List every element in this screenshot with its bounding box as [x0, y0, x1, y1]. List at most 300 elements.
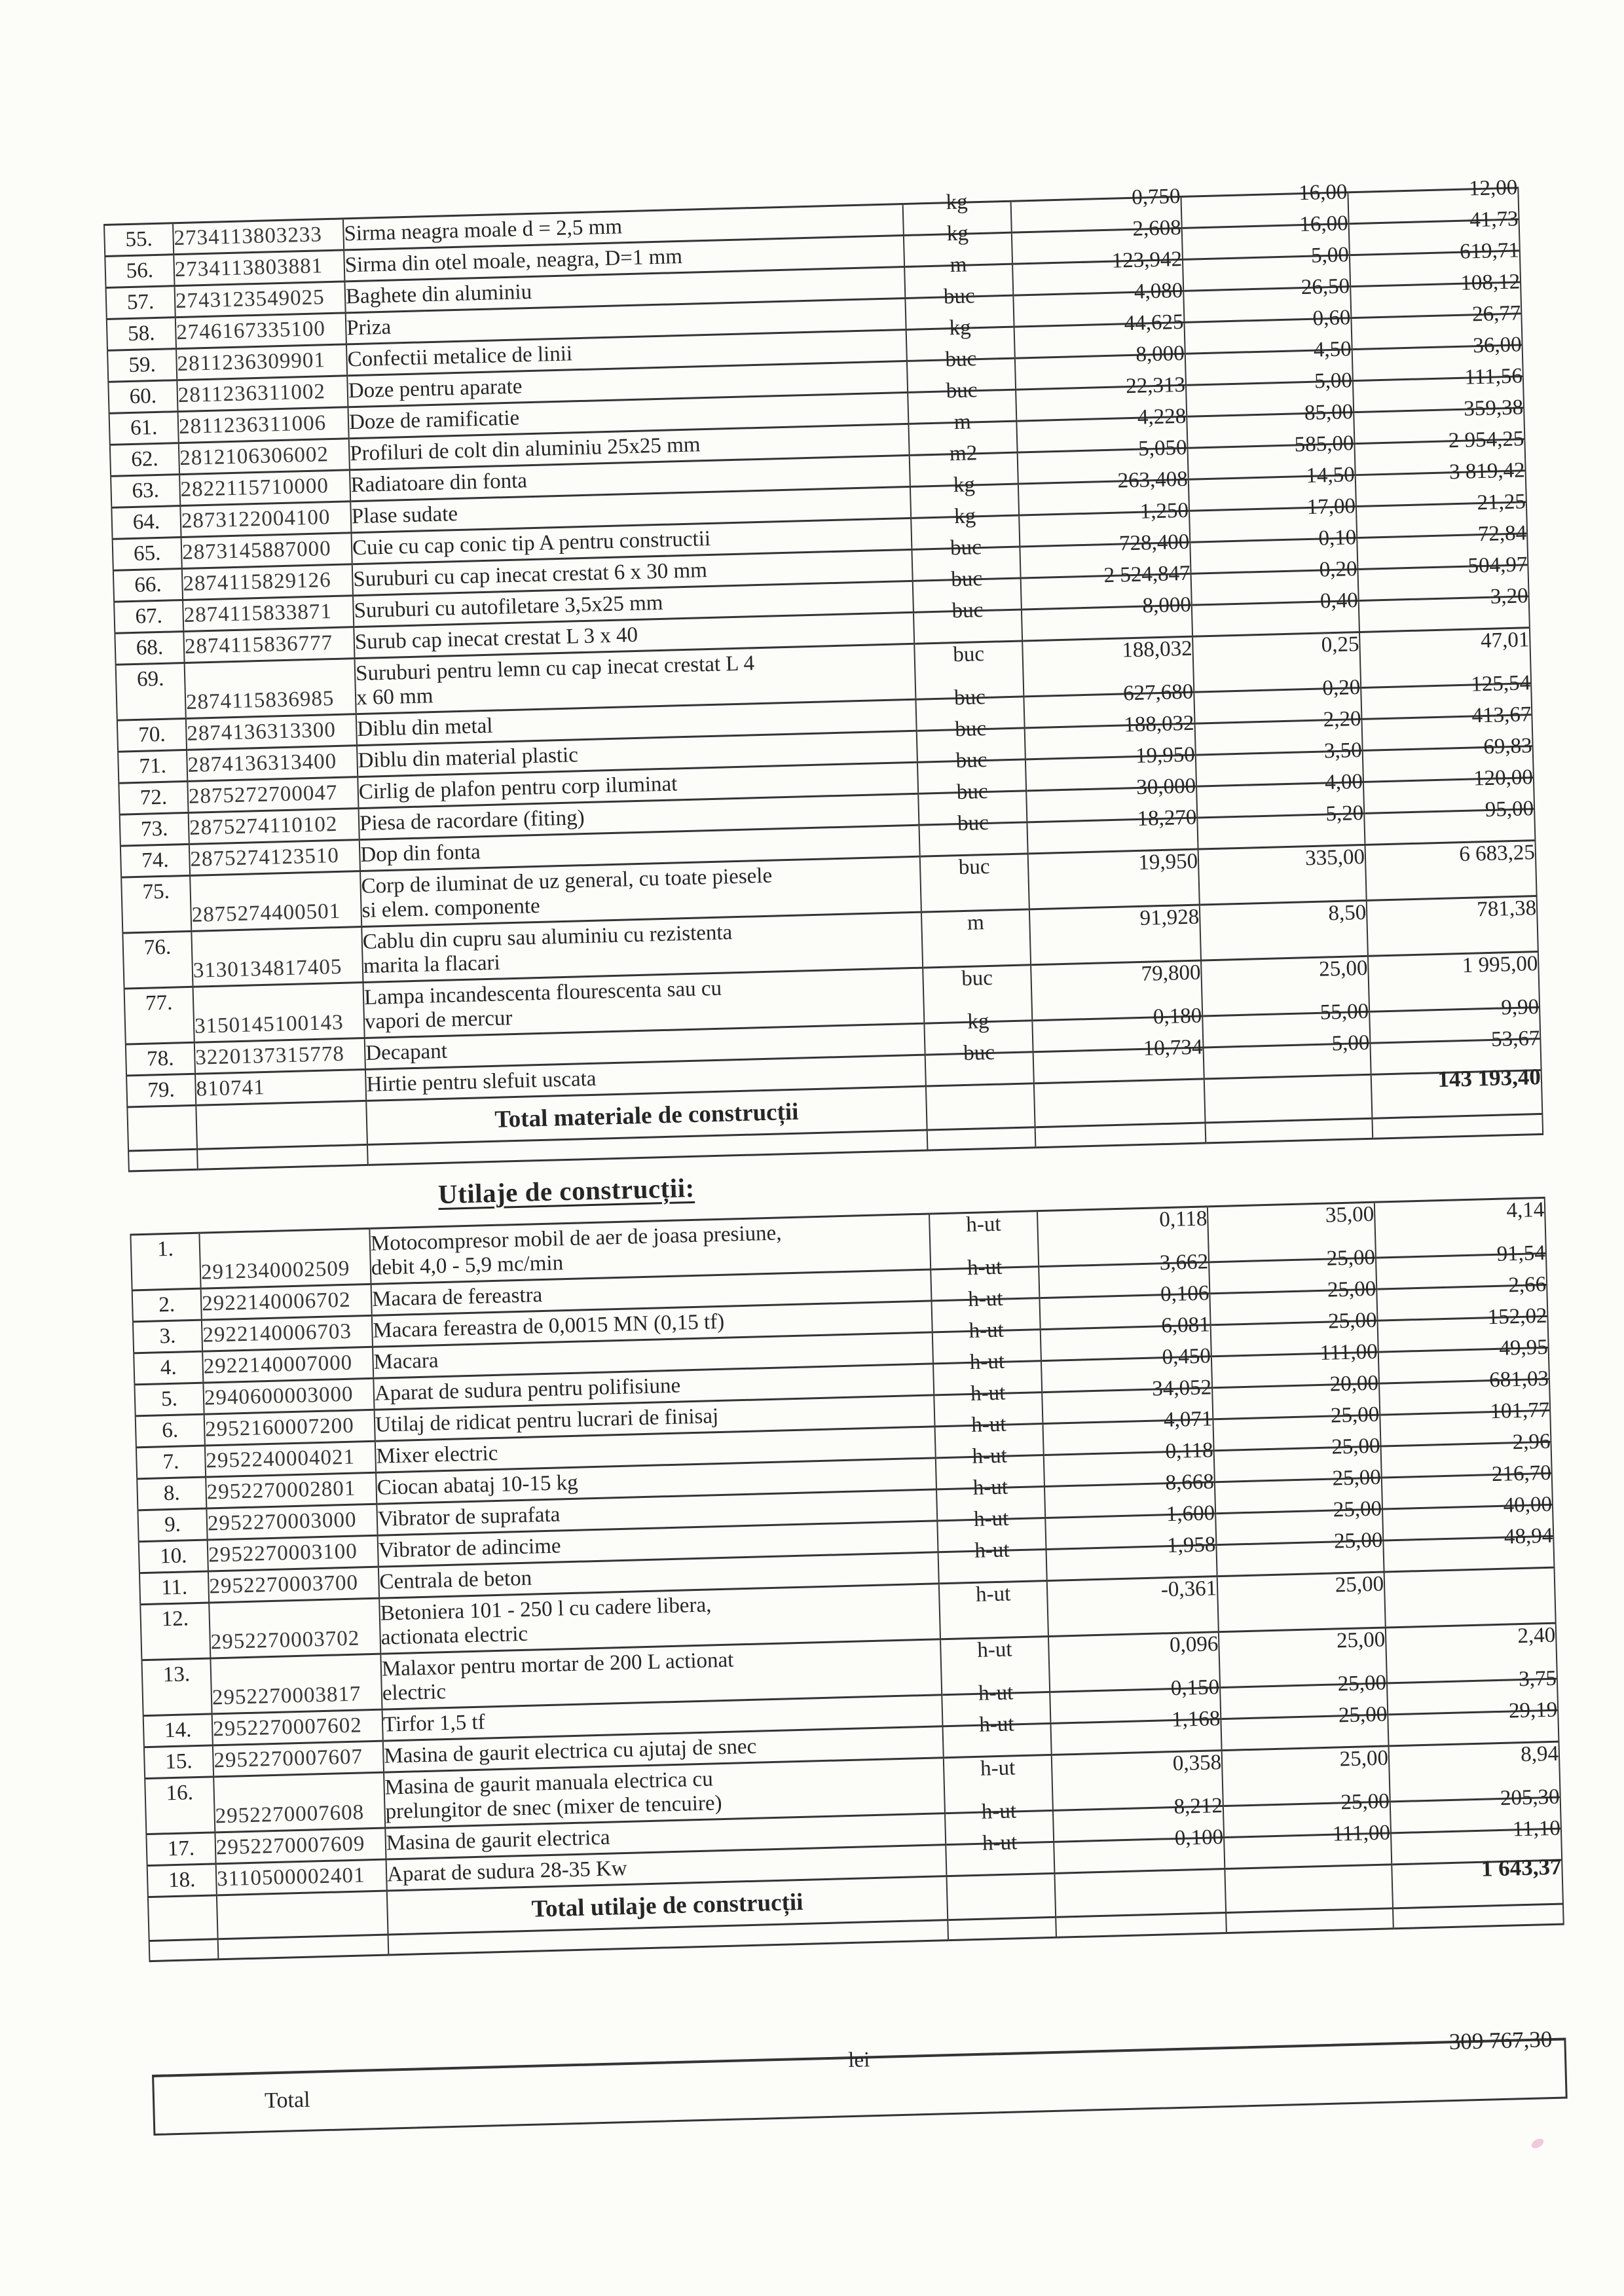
item-unit: buc — [914, 641, 1024, 699]
row-number: 79. — [126, 1074, 196, 1107]
item-code: 2811236311002 — [177, 376, 348, 412]
item-description: Decapant — [365, 1023, 925, 1069]
item-value: 2 954,25 — [1354, 439, 1525, 475]
item-unit: kg — [924, 1021, 1033, 1055]
item-unit: h-ut — [939, 1580, 1048, 1639]
item-unit: kg — [906, 327, 1015, 361]
item-quantity: 8,000 — [1015, 354, 1186, 390]
item-unit: h-ut — [929, 1211, 1039, 1269]
item-quantity: 91,928 — [1029, 905, 1201, 965]
item-code: 2743123549025 — [175, 282, 346, 318]
item-quantity: 34,052 — [1042, 1388, 1213, 1424]
empty-cell — [947, 1873, 1056, 1920]
item-value: 40,00 — [1382, 1504, 1553, 1540]
item-quantity: 8,668 — [1044, 1482, 1215, 1518]
item-unit: kg — [910, 484, 1019, 518]
item-quantity: 0,450 — [1041, 1357, 1212, 1393]
item-quantity: 188,032 — [1025, 723, 1196, 759]
item-unit-price: 25,00 — [1220, 1683, 1388, 1719]
item-value: 48,94 — [1383, 1536, 1554, 1572]
item-quantity: 0,106 — [1039, 1294, 1210, 1330]
item-quantity: 6,081 — [1041, 1325, 1211, 1361]
item-description: Suruburi cu cap inecat crestat 6 x 30 mm — [352, 549, 913, 595]
item-value: 205,30 — [1390, 1797, 1561, 1833]
empty-cell — [927, 1127, 1036, 1150]
item-description: Masina de gaurit manuala electrica cu prelungitor de snec (mixer de tencuire) — [384, 1758, 945, 1828]
row-number: 59. — [107, 349, 177, 382]
item-unit-price: 25,00 — [1217, 1572, 1386, 1632]
item-unit-price: 25,00 — [1209, 1258, 1376, 1294]
item-quantity: 1,168 — [1050, 1719, 1221, 1755]
row-number: 78. — [126, 1042, 195, 1076]
item-quantity: 627,680 — [1024, 692, 1194, 728]
row-number: 13. — [141, 1658, 212, 1716]
item-unit-price: 0,40 — [1192, 601, 1359, 637]
item-unit-price: 0,60 — [1185, 318, 1352, 354]
row-number: 57. — [106, 286, 175, 319]
scan-artifact — [1530, 2137, 1545, 2150]
item-unit-price: 25,00 — [1215, 1509, 1383, 1545]
item-value: 9,90 — [1369, 1008, 1540, 1044]
item-value — [1384, 1567, 1556, 1628]
row-number: 17. — [146, 1832, 215, 1866]
item-description: Radiatoare din fonta — [350, 455, 910, 501]
row-number: 70. — [117, 718, 187, 752]
row-number: 9. — [138, 1508, 207, 1542]
item-unit: buc — [923, 965, 1032, 1023]
row-number: 62. — [110, 443, 179, 477]
item-unit-price: 25,00 — [1209, 1289, 1377, 1325]
item-code: 2952270007608 — [213, 1772, 385, 1832]
empty-cell — [1056, 1913, 1227, 1938]
empty-cell — [948, 1917, 1056, 1940]
item-quantity: 2,608 — [1012, 228, 1183, 264]
item-value: 681,03 — [1379, 1379, 1550, 1415]
empty-cell — [926, 1084, 1035, 1130]
item-unit: h-ut — [931, 1267, 1039, 1301]
item-quantity: -0,361 — [1047, 1576, 1219, 1637]
item-code: 2922140007000 — [202, 1347, 373, 1383]
row-number: 60. — [108, 380, 177, 414]
item-quantity: 0,118 — [1044, 1451, 1215, 1487]
item-unit: buc — [918, 791, 1027, 825]
row-number: 68. — [115, 632, 184, 665]
item-quantity: 79,800 — [1031, 960, 1202, 1021]
row-number: 75. — [121, 875, 191, 933]
item-unit-price: 0,20 — [1194, 687, 1361, 723]
item-unit-price: 25,00 — [1221, 1715, 1388, 1751]
item-value: 111,56 — [1353, 376, 1524, 412]
item-unit-price: 55,00 — [1202, 1011, 1370, 1048]
item-unit-price: 25,00 — [1216, 1540, 1384, 1576]
item-code: 2734113803881 — [174, 250, 344, 286]
item-unit: h-ut — [938, 1550, 1047, 1584]
total-row-label: Total materiale de construcții — [366, 1086, 927, 1144]
row-number: 64. — [111, 506, 181, 539]
item-code: 2873122004100 — [180, 501, 351, 538]
empty-cell — [197, 1144, 368, 1169]
item-unit-price: 8,50 — [1200, 900, 1368, 960]
item-quantity: 0,150 — [1050, 1688, 1221, 1724]
item-value: 47,01 — [1359, 628, 1531, 688]
item-description: Macara de fereastra — [371, 1269, 932, 1315]
item-quantity: 19,950 — [1028, 849, 1200, 909]
item-code: 2875274123510 — [189, 840, 360, 876]
item-code: 3150145100143 — [193, 983, 365, 1043]
item-unit-price: 85,00 — [1187, 412, 1354, 448]
item-description: Vibrator de adincime — [378, 1521, 938, 1567]
item-value: 4,14 — [1375, 1197, 1546, 1258]
item-quantity: 22,313 — [1016, 385, 1187, 421]
item-value: 3 819,42 — [1356, 471, 1526, 507]
item-unit-price: 26,50 — [1183, 287, 1351, 323]
item-unit-price: 14,50 — [1189, 475, 1356, 511]
item-unit: h-ut — [936, 1487, 1045, 1521]
grand-total-value: 309 767,30 — [1449, 2026, 1553, 2055]
item-unit: buc — [907, 358, 1016, 392]
item-quantity: 0,180 — [1032, 1016, 1203, 1052]
row-number: 66. — [113, 569, 183, 602]
item-description: Masina de gaurit electrica cu ajutaj de snec — [383, 1726, 944, 1772]
item-quantity: 188,032 — [1022, 636, 1194, 697]
empty-cell — [149, 1939, 219, 1961]
row-number: 12. — [140, 1603, 210, 1660]
item-unit-price: 111,00 — [1211, 1352, 1379, 1388]
item-code: 2952160007200 — [204, 1410, 375, 1446]
item-unit-price: 5,00 — [1204, 1043, 1371, 1079]
item-unit: h-ut — [933, 1361, 1042, 1395]
item-description: Suruburi pentru lemn cu cap inecat crestat L 4 x 60 mm — [355, 644, 916, 714]
equipment-table — [130, 1197, 1564, 1962]
item-unit-price: 111,00 — [1224, 1833, 1392, 1869]
item-unit: h-ut — [934, 1393, 1043, 1427]
total-row-value: 1 643,37 — [1392, 1860, 1563, 1908]
item-value: 69,83 — [1363, 746, 1534, 782]
item-description: Dop din fonta — [360, 825, 920, 871]
item-value: 3,75 — [1387, 1679, 1558, 1715]
item-code: 2874115836985 — [185, 659, 356, 719]
empty-cell — [218, 1935, 389, 1959]
item-unit-price: 0,10 — [1190, 538, 1357, 574]
item-value: 2,66 — [1376, 1285, 1547, 1321]
row-number: 6. — [136, 1414, 205, 1448]
item-code: 2940600003000 — [203, 1378, 374, 1414]
item-value: 6 683,25 — [1365, 841, 1536, 901]
item-value: 41,73 — [1349, 219, 1520, 255]
grand-total-label: Total — [264, 2087, 310, 2113]
document-content — [103, 175, 1568, 2136]
item-unit-price: 25,00 — [1213, 1415, 1380, 1451]
item-quantity: 0,750 — [1011, 196, 1182, 232]
item-unit-price: 25,00 — [1214, 1446, 1382, 1482]
row-number: 61. — [109, 412, 179, 445]
item-unit-price: 35,00 — [1208, 1202, 1376, 1262]
row-number: 8. — [137, 1477, 206, 1510]
item-quantity: 3,662 — [1039, 1262, 1209, 1298]
empty-cell — [1034, 1079, 1206, 1127]
item-unit-price: 0,20 — [1191, 570, 1359, 606]
item-quantity: 123,942 — [1012, 259, 1183, 295]
empty-cell — [217, 1891, 388, 1939]
item-quantity: 0,118 — [1037, 1207, 1209, 1267]
item-quantity: 44,625 — [1014, 322, 1185, 358]
item-description: Corp de iluminat de uz general, cu toate piesele si elem. componente — [360, 856, 921, 926]
item-unit-price: 25,00 — [1201, 956, 1369, 1016]
item-value: 2,40 — [1386, 1623, 1557, 1683]
item-unit: h-ut — [931, 1298, 1040, 1332]
item-quantity: 263,408 — [1018, 479, 1189, 515]
row-number: 67. — [114, 600, 183, 634]
item-description: Cablu din cupru sau aluminiu cu rezistenta marita la flacari — [361, 912, 923, 982]
row-number: 55. — [104, 223, 174, 257]
item-unit-price: 5,00 — [1183, 255, 1350, 291]
row-number: 63. — [111, 475, 180, 508]
item-description: Priza — [346, 298, 906, 344]
item-value: 36,00 — [1352, 345, 1523, 381]
item-unit: m — [921, 909, 1031, 968]
item-value: 26,77 — [1351, 314, 1522, 350]
row-number: 69. — [116, 663, 186, 720]
row-number: 71. — [118, 750, 187, 783]
row-number: 10. — [139, 1540, 208, 1573]
item-unit-price: 0,25 — [1192, 632, 1361, 693]
item-code: 2874115833871 — [183, 596, 354, 632]
item-description: Suruburi cu autofiletare 3,5x25 mm — [353, 581, 913, 627]
item-code: 2874115829126 — [182, 564, 353, 600]
item-value: 125,54 — [1361, 683, 1532, 720]
item-code: 2874115836777 — [183, 627, 354, 663]
item-unit-price: 4,50 — [1185, 350, 1353, 386]
empty-cell — [128, 1149, 198, 1171]
empty-cell — [1393, 1904, 1564, 1929]
row-number: 76. — [122, 931, 193, 989]
item-value: 359,38 — [1354, 408, 1524, 444]
item-unit: buc — [913, 578, 1022, 612]
item-code: 3110500002401 — [216, 1859, 387, 1895]
item-description: Tirfor 1,5 tf — [382, 1695, 943, 1741]
item-unit: buc — [925, 1052, 1034, 1086]
item-description: Plase sudate — [350, 486, 911, 532]
item-unit: buc — [919, 822, 1027, 856]
row-number: 3. — [133, 1320, 202, 1353]
item-value: 53,67 — [1370, 1038, 1541, 1074]
item-value: 49,95 — [1378, 1347, 1549, 1383]
item-code: 2874136313300 — [186, 714, 357, 750]
item-description: Lampa incandescenta flourescenta sau cu vapori de mercur — [363, 968, 924, 1038]
row-number: 11. — [139, 1571, 209, 1605]
item-code: 2952270007607 — [213, 1741, 384, 1777]
row-number: 1. — [130, 1233, 200, 1290]
item-description: Sirma neagra moale d = 2,5 mm — [343, 204, 904, 250]
item-unit: kg — [903, 201, 1012, 235]
item-unit: buc — [912, 547, 1020, 581]
item-code: 2922140006702 — [201, 1284, 372, 1320]
item-quantity: 1,250 — [1019, 511, 1190, 547]
item-value: 504,97 — [1357, 565, 1528, 601]
item-code: 2922140006703 — [202, 1315, 373, 1351]
item-description: Ciocan abataj 10-15 kg — [376, 1458, 936, 1504]
item-quantity: 0,358 — [1052, 1751, 1223, 1811]
item-quantity: 4,071 — [1043, 1419, 1213, 1455]
item-description: Mixer electric — [375, 1427, 936, 1472]
row-number: 16. — [145, 1777, 215, 1834]
item-unit-price: 5,00 — [1186, 381, 1354, 417]
row-number: 5. — [134, 1383, 204, 1416]
item-value: 11,10 — [1391, 1829, 1562, 1865]
item-code: 3220137315778 — [194, 1038, 365, 1074]
item-description: Profiluri de colt din aluminiu 25x25 mm — [349, 424, 910, 469]
item-description: Cuie cu cap conic tip A pentru constructii — [351, 518, 912, 564]
row-number: 77. — [124, 987, 194, 1044]
item-unit: h-ut — [942, 1692, 1050, 1726]
item-quantity: 1,958 — [1046, 1545, 1217, 1581]
item-code: 2952270007609 — [215, 1828, 386, 1864]
item-value: 120,00 — [1363, 778, 1534, 814]
item-value: 8,94 — [1389, 1741, 1560, 1802]
grand-total-currency: lei — [847, 2048, 870, 2073]
row-number: 2. — [132, 1288, 202, 1322]
item-quantity: 19,950 — [1025, 755, 1196, 791]
item-description: Utilaj de ridicat pentru lucrari de finisaj — [375, 1395, 935, 1441]
item-unit: h-ut — [937, 1518, 1046, 1552]
item-code: 810741 — [195, 1069, 366, 1105]
row-number: 58. — [107, 318, 176, 351]
item-unit-price: 25,00 — [1211, 1321, 1378, 1357]
item-description: Macara fereastra de 0,0015 MN (0,15 tf) — [372, 1301, 932, 1347]
item-quantity: 0,096 — [1048, 1632, 1220, 1692]
item-value: 619,71 — [1350, 251, 1521, 287]
item-value: 29,19 — [1388, 1710, 1559, 1746]
item-description: Diblu din material plastic — [357, 731, 917, 776]
equipment-section-heading: Utilaje de construcții: — [437, 1172, 695, 1210]
item-description: Doze de ramificatie — [348, 392, 908, 438]
item-quantity: 2 524,847 — [1021, 574, 1192, 610]
item-value: 12,00 — [1348, 188, 1519, 224]
item-unit: buc — [917, 759, 1026, 793]
item-unit-price: 335,00 — [1198, 845, 1367, 905]
item-unit-price: 3,50 — [1196, 750, 1363, 786]
item-value: 413,67 — [1361, 715, 1532, 751]
item-description: Diblu din metal — [356, 699, 917, 745]
item-description: Aparat de sudura 28-35 Kw — [386, 1845, 947, 1891]
empty-cell — [1225, 1865, 1393, 1913]
item-unit: buc — [908, 390, 1016, 424]
item-description: Masina de gaurit electrica — [385, 1813, 946, 1859]
item-code: 2952270003700 — [208, 1567, 379, 1603]
item-unit: h-ut — [940, 1636, 1050, 1694]
item-description: Centrala de beton — [378, 1552, 939, 1598]
row-number: 4. — [134, 1351, 203, 1385]
item-unit: h-ut — [932, 1330, 1041, 1364]
row-number: 74. — [120, 844, 190, 877]
item-unit-price: 4,00 — [1196, 782, 1364, 818]
item-unit: h-ut — [936, 1455, 1044, 1489]
item-unit-price: 2,20 — [1195, 719, 1363, 755]
item-description: Confectii metalice de linii — [346, 329, 907, 375]
item-description: Malaxor pentru mortar de 200 L actionat electric — [380, 1639, 942, 1709]
item-code: 2952270003000 — [206, 1504, 377, 1540]
row-number: 56. — [105, 255, 174, 288]
row-number: 7. — [136, 1446, 206, 1479]
item-unit-price: 5,20 — [1197, 813, 1365, 849]
item-code: 2875274400501 — [190, 871, 361, 932]
item-value: 21,25 — [1356, 502, 1527, 538]
item-code: 2734113803233 — [173, 219, 344, 255]
item-description: Piesa de racordare (fiting) — [358, 793, 919, 839]
item-unit: kg — [911, 515, 1020, 549]
item-code: 2952270003100 — [208, 1535, 378, 1571]
item-code: 2812106306002 — [179, 439, 350, 475]
item-code: 2952270002801 — [206, 1472, 377, 1508]
item-description: Vibrator de suprafata — [377, 1489, 937, 1535]
item-unit: m2 — [910, 452, 1018, 486]
empty-cell — [1054, 1869, 1226, 1918]
row-number: 18. — [147, 1864, 217, 1897]
item-unit: h-ut — [944, 1755, 1053, 1813]
item-description: Cirlig de plafon pentru corp iluminat — [358, 762, 918, 808]
item-quantity: 10,734 — [1033, 1048, 1204, 1084]
item-value: 91,54 — [1376, 1253, 1547, 1289]
item-unit: h-ut — [943, 1723, 1052, 1757]
item-quantity: 0,100 — [1054, 1838, 1225, 1874]
materials-table — [103, 175, 1543, 1172]
item-code: 2952270003817 — [210, 1654, 382, 1714]
item-unit-price: 17,00 — [1189, 507, 1357, 543]
item-code: 3130134817405 — [191, 927, 363, 987]
row-number: 73. — [120, 812, 189, 846]
item-quantity: 8,000 — [1022, 605, 1192, 641]
item-code: 2952270003702 — [209, 1598, 380, 1658]
item-quantity: 4,080 — [1013, 291, 1184, 327]
item-unit: buc — [913, 610, 1022, 644]
item-quantity: 1,600 — [1045, 1514, 1216, 1550]
item-code: 2811236311006 — [178, 407, 349, 443]
empty-cell — [1035, 1123, 1206, 1148]
item-unit-price: 16,00 — [1181, 192, 1348, 228]
row-number: 15. — [144, 1745, 213, 1779]
item-code: 2873145887000 — [181, 533, 352, 569]
item-unit: m — [908, 421, 1017, 455]
item-description: Hirtie pentru slefuit uscata — [365, 1055, 926, 1101]
item-quantity: 8,212 — [1053, 1806, 1224, 1842]
item-unit: h-ut — [935, 1424, 1044, 1458]
empty-cell — [196, 1101, 367, 1149]
item-code: 2875274110102 — [189, 809, 360, 845]
item-unit: kg — [904, 232, 1012, 266]
item-unit: buc — [915, 697, 1024, 731]
item-code: 2746167335100 — [175, 313, 346, 349]
item-unit: buc — [905, 295, 1014, 329]
item-code: 2822115710000 — [179, 470, 350, 506]
item-unit-price: 585,00 — [1188, 444, 1356, 480]
row-number: 14. — [143, 1714, 213, 1747]
grand-total-box — [152, 2026, 1568, 2136]
item-code: 2874136313400 — [187, 746, 358, 782]
item-description: Doze pentru aparate — [347, 361, 908, 407]
item-description: Baghete din aluminiu — [344, 267, 905, 313]
item-description: Surub cap inecat crestat L 3 x 40 — [354, 612, 914, 658]
item-unit: buc — [920, 854, 1029, 912]
item-value: 152,02 — [1378, 1316, 1549, 1352]
item-unit-price: 20,00 — [1212, 1383, 1380, 1419]
empty-cell — [1372, 1114, 1543, 1139]
item-unit-price: 25,00 — [1222, 1746, 1390, 1806]
item-code: 2952270007602 — [212, 1709, 383, 1745]
item-description: Macara — [373, 1332, 933, 1378]
item-quantity: 5,050 — [1018, 448, 1189, 484]
item-unit-price: 25,00 — [1219, 1628, 1387, 1688]
item-quantity: 18,270 — [1027, 818, 1198, 854]
